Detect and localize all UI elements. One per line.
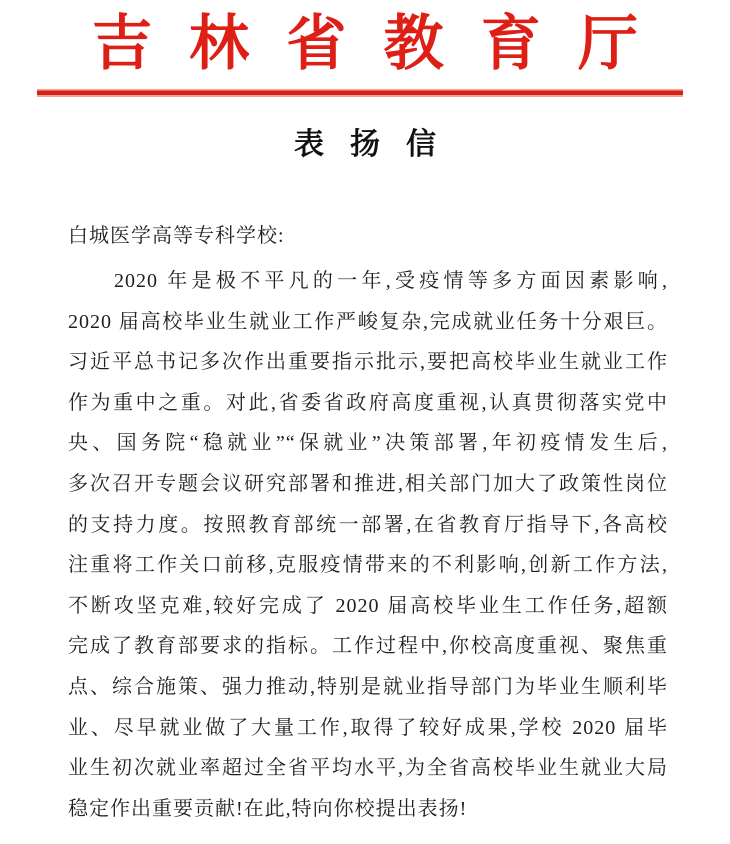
letter-body xyxy=(68,221,668,829)
body-line: 注重将工作关口前移,克服疫情带来的不利影响,创新工作方法, xyxy=(68,554,668,577)
body-line: 稳定作出重要贡献!在此,特向你校提出表扬! xyxy=(68,797,468,820)
letterhead-divider-rule xyxy=(37,89,683,97)
body-line: 点、综合施策、强力推动,特别是就业指导部门为毕业生顺利毕 xyxy=(68,675,668,698)
body-line: 2020 年是极不平凡的一年,受疫情等多方面因素影响, xyxy=(114,270,668,292)
body-line: 的支持力度。按照教育部统一部署,在省教育厅指导下,各高校 xyxy=(68,513,668,536)
salutation: 白城医学高等专科学校: xyxy=(68,225,285,247)
body-line: 业生初次就业率超过全省平均水平,为全省高校毕业生就业大局 xyxy=(68,757,668,780)
body-line: 2020 届高校毕业生就业工作严峻复杂,完成就业任务十分艰巨。 xyxy=(68,310,668,333)
body-line: 业、尽早就业做了大量工作,取得了较好成果,学校 2020 届毕 xyxy=(68,716,668,739)
letterhead-title: 吉林省教育厅 xyxy=(91,11,676,77)
body-line: 习近平总书记多次作出重要指示批示,要把高校毕业生就业工作 xyxy=(68,351,668,374)
body-line: 不断攻坚克难,较好完成了 2020 届高校毕业生工作任务,超额 xyxy=(68,594,668,617)
letter-paragraph xyxy=(68,261,668,829)
document-title: 表扬信 xyxy=(294,128,462,161)
body-line: 作为重中之重。对此,省委省政府高度重视,认真贯彻落实党中 xyxy=(68,391,668,414)
body-line: 央、国务院“稳就业”“保就业”决策部署,年初疫情发生后, xyxy=(68,432,668,455)
body-line: 多次召开专题会议研究部署和推进,相关部门加大了政策性岗位 xyxy=(68,472,668,495)
body-line: 完成了教育部要求的指标。工作过程中,你校高度重视、聚焦重 xyxy=(68,635,668,658)
